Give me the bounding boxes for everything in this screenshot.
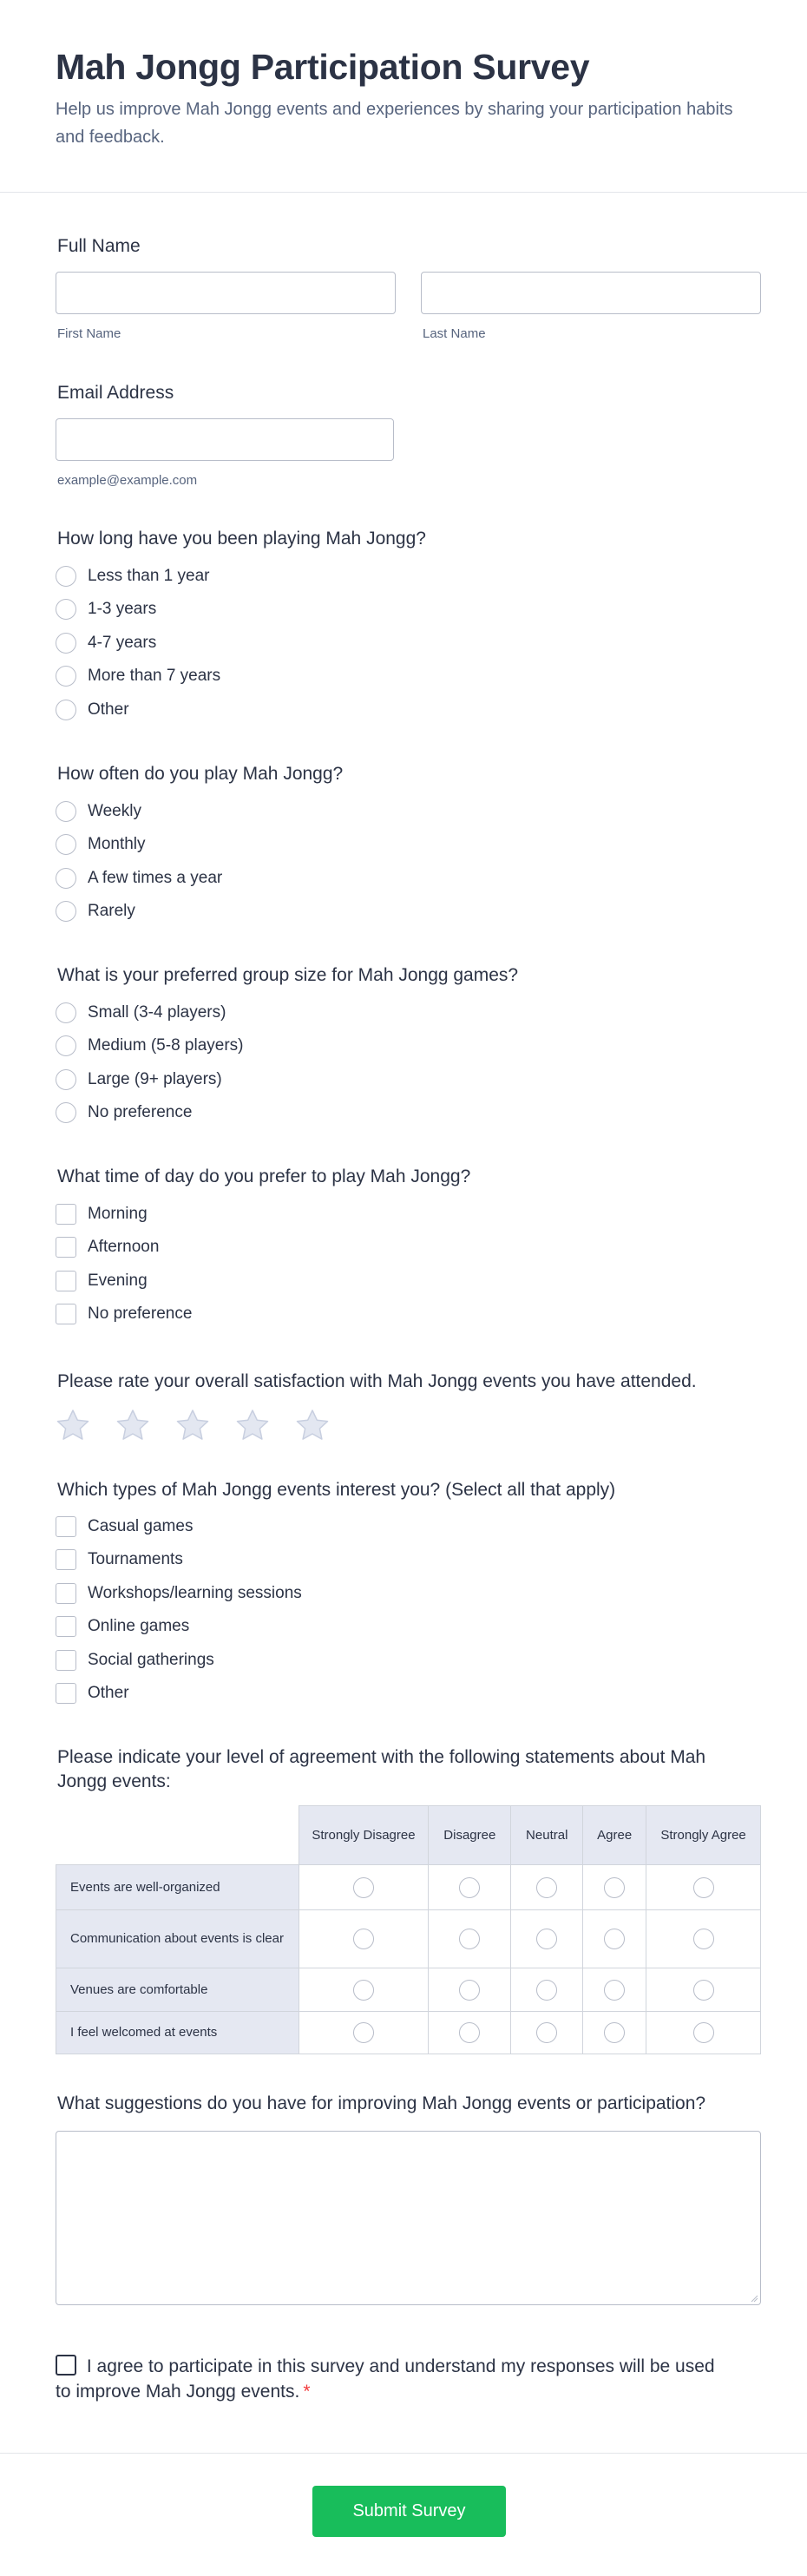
- matrix-cell[interactable]: [511, 1865, 583, 1910]
- radio-button[interactable]: [693, 1980, 714, 2001]
- radio-button[interactable]: [536, 1877, 557, 1898]
- matrix-cell[interactable]: [299, 1910, 429, 1968]
- radio-button[interactable]: [459, 2022, 480, 2043]
- frequency-option-weekly[interactable]: Weekly: [56, 800, 141, 823]
- star-icon[interactable]: [115, 1408, 150, 1442]
- event-type-option-social[interactable]: Social gatherings: [56, 1649, 214, 1672]
- matrix-cell[interactable]: [583, 1910, 646, 1968]
- last-name-input[interactable]: [421, 272, 761, 314]
- required-marker: *: [303, 2382, 311, 2402]
- matrix-cell[interactable]: [646, 1968, 761, 2012]
- email-sublabel: example@example.com: [57, 473, 198, 488]
- matrix-row: [56, 1865, 761, 1910]
- time-option-evening[interactable]: Evening: [56, 1270, 148, 1292]
- group-size-option-large[interactable]: Large (9+ players): [56, 1068, 222, 1091]
- matrix-cell[interactable]: [583, 1865, 646, 1910]
- checkbox[interactable]: [56, 1271, 76, 1291]
- time-of-day-label: What time of day do you prefer to play Mah Jongg?: [57, 1166, 471, 1186]
- event-type-option-workshops[interactable]: Workshops/learning sessions: [56, 1582, 302, 1605]
- matrix-cell[interactable]: [299, 2012, 429, 2054]
- radio-button[interactable]: [56, 666, 76, 687]
- group-size-option-medium[interactable]: Medium (5-8 players): [56, 1035, 244, 1057]
- radio-button[interactable]: [56, 1102, 76, 1123]
- frequency-option-monthly[interactable]: Monthly: [56, 833, 146, 856]
- radio-button[interactable]: [353, 2022, 374, 2043]
- consent-field[interactable]: [56, 2354, 715, 2404]
- frequency-label: How often do you play Mah Jongg?: [57, 764, 344, 784]
- agreement-matrix-label: Please indicate your level of agreement with the following statements about Mah Jongg events:: [57, 1747, 706, 1791]
- email-input[interactable]: [56, 418, 394, 461]
- matrix-row-label: I feel welcomed at events: [56, 2012, 299, 2054]
- frequency-option-rarely[interactable]: Rarely: [56, 900, 135, 923]
- checkbox[interactable]: [56, 1237, 76, 1258]
- years-option-more-than-7[interactable]: More than 7 years: [56, 665, 220, 687]
- radio-button[interactable]: [604, 1877, 625, 1898]
- radio-button[interactable]: [604, 1929, 625, 1949]
- footer-divider: [0, 2453, 807, 2454]
- event-type-option-tournaments[interactable]: Tournaments: [56, 1548, 183, 1571]
- radio-button[interactable]: [353, 1877, 374, 1898]
- matrix-cell[interactable]: [299, 1968, 429, 2012]
- checkbox[interactable]: [56, 1204, 76, 1225]
- matrix-cell[interactable]: [646, 1865, 761, 1910]
- radio-button[interactable]: [56, 868, 76, 889]
- event-type-option-other[interactable]: Other: [56, 1682, 129, 1705]
- radio-button[interactable]: [604, 2022, 625, 2043]
- radio-button[interactable]: [56, 834, 76, 855]
- matrix-cell[interactable]: [646, 1910, 761, 1968]
- first-name-input[interactable]: [56, 272, 396, 314]
- matrix-row-label: Communication about events is clear: [56, 1910, 299, 1968]
- suggestions-textarea[interactable]: [56, 2131, 761, 2305]
- matrix-row-label: Venues are comfortable: [56, 1968, 299, 2012]
- frequency-option-few-times-year[interactable]: A few times a year: [56, 867, 222, 890]
- matrix-cell[interactable]: [429, 1968, 511, 2012]
- matrix-column-header: Neutral: [511, 1806, 583, 1865]
- radio-button[interactable]: [56, 1035, 76, 1056]
- consent-text: I agree to participate in this survey and understand my responses will be used to improve Mah Jongg events.: [56, 2356, 715, 2402]
- page-subtitle: Help us improve Mah Jongg events and experiences by sharing your participation habits and feedback.: [56, 100, 733, 147]
- checkbox[interactable]: [56, 1516, 76, 1537]
- matrix-cell[interactable]: [583, 2012, 646, 2054]
- radio-button[interactable]: [56, 901, 76, 922]
- radio-button[interactable]: [459, 1877, 480, 1898]
- years-playing-label: How long have you been playing Mah Jongg?: [57, 529, 426, 549]
- matrix-cell[interactable]: [646, 2012, 761, 2054]
- radio-button[interactable]: [56, 801, 76, 822]
- matrix-row: [56, 2012, 761, 2054]
- event-type-option-casual[interactable]: Casual games: [56, 1515, 193, 1538]
- matrix-row-label: Events are well-organized: [56, 1865, 299, 1910]
- radio-button[interactable]: [56, 599, 76, 620]
- event-type-option-online[interactable]: Online games: [56, 1615, 189, 1638]
- submit-button[interactable]: Submit Survey: [312, 2486, 506, 2537]
- radio-button[interactable]: [536, 2022, 557, 2043]
- radio-button[interactable]: [353, 1980, 374, 2001]
- satisfaction-rating-label: Please rate your overall satisfaction with Mah Jongg events you have attended.: [57, 1371, 697, 1391]
- matrix-cell[interactable]: [429, 2012, 511, 2054]
- matrix-row: [56, 1968, 761, 2012]
- years-option-4-7[interactable]: 4-7 years: [56, 632, 156, 654]
- event-types-label: Which types of Mah Jongg events interest you? (Select all that apply): [57, 1480, 616, 1500]
- matrix-cell[interactable]: [511, 1968, 583, 2012]
- star-icon[interactable]: [295, 1408, 330, 1442]
- radio-button[interactable]: [353, 1929, 374, 1949]
- checkbox[interactable]: [56, 1304, 76, 1324]
- radio-button[interactable]: [56, 700, 76, 720]
- years-option-less-than-1[interactable]: Less than 1 year: [56, 565, 209, 588]
- radio-button[interactable]: [56, 633, 76, 654]
- radio-button[interactable]: [693, 1877, 714, 1898]
- matrix-cell[interactable]: [299, 1865, 429, 1910]
- matrix-cell[interactable]: [511, 1910, 583, 1968]
- radio-button[interactable]: [56, 1002, 76, 1023]
- radio-button[interactable]: [604, 1980, 625, 2001]
- first-name-sublabel: First Name: [57, 326, 121, 341]
- radio-button[interactable]: [536, 1929, 557, 1949]
- checkbox[interactable]: [56, 1683, 76, 1704]
- radio-button[interactable]: [693, 1929, 714, 1949]
- star-rating[interactable]: [56, 1408, 355, 1442]
- radio-button[interactable]: [56, 1069, 76, 1090]
- years-option-1-3[interactable]: 1-3 years: [56, 598, 156, 621]
- radio-button[interactable]: [459, 1980, 480, 2001]
- page-title: Mah Jongg Participation Survey: [56, 47, 590, 87]
- matrix-column-header: Disagree: [429, 1806, 511, 1865]
- matrix-row: [56, 1910, 761, 1968]
- last-name-sublabel: Last Name: [423, 326, 486, 341]
- time-option-morning[interactable]: Morning: [56, 1203, 148, 1226]
- star-icon[interactable]: [235, 1408, 270, 1442]
- form-header: [0, 0, 807, 193]
- time-option-no-preference[interactable]: No preference: [56, 1303, 192, 1325]
- matrix-cell[interactable]: [429, 1910, 511, 1968]
- group-size-option-no-preference[interactable]: No preference: [56, 1101, 192, 1124]
- matrix-column-header: Strongly Disagree: [299, 1806, 429, 1865]
- checkbox[interactable]: [56, 1650, 76, 1671]
- checkbox[interactable]: [56, 1583, 76, 1604]
- consent-checkbox[interactable]: [56, 2355, 76, 2376]
- years-option-other[interactable]: Other: [56, 699, 129, 721]
- radio-button[interactable]: [693, 2022, 714, 2043]
- matrix-cell[interactable]: [429, 1865, 511, 1910]
- full-name-label: Full Name: [57, 236, 141, 256]
- matrix-corner: [56, 1806, 299, 1865]
- checkbox[interactable]: [56, 1549, 76, 1570]
- group-size-option-small[interactable]: Small (3-4 players): [56, 1002, 226, 1024]
- matrix-cell[interactable]: [583, 1968, 646, 2012]
- star-icon[interactable]: [175, 1408, 210, 1442]
- resize-grip-icon[interactable]: [750, 2294, 758, 2303]
- matrix-cell[interactable]: [511, 2012, 583, 2054]
- agreement-matrix: [56, 1805, 761, 2054]
- star-icon[interactable]: [56, 1408, 90, 1442]
- checkbox[interactable]: [56, 1616, 76, 1637]
- email-label: Email Address: [57, 383, 174, 403]
- radio-button[interactable]: [459, 1929, 480, 1949]
- time-option-afternoon[interactable]: Afternoon: [56, 1236, 159, 1258]
- radio-button[interactable]: [56, 566, 76, 587]
- radio-button[interactable]: [536, 1980, 557, 2001]
- group-size-label: What is your preferred group size for Mah Jongg games?: [57, 965, 519, 985]
- matrix-column-header: Strongly Agree: [646, 1806, 761, 1865]
- matrix-column-header: Agree: [583, 1806, 646, 1865]
- suggestions-label: What suggestions do you have for improving Mah Jongg events or participation?: [57, 2093, 706, 2113]
